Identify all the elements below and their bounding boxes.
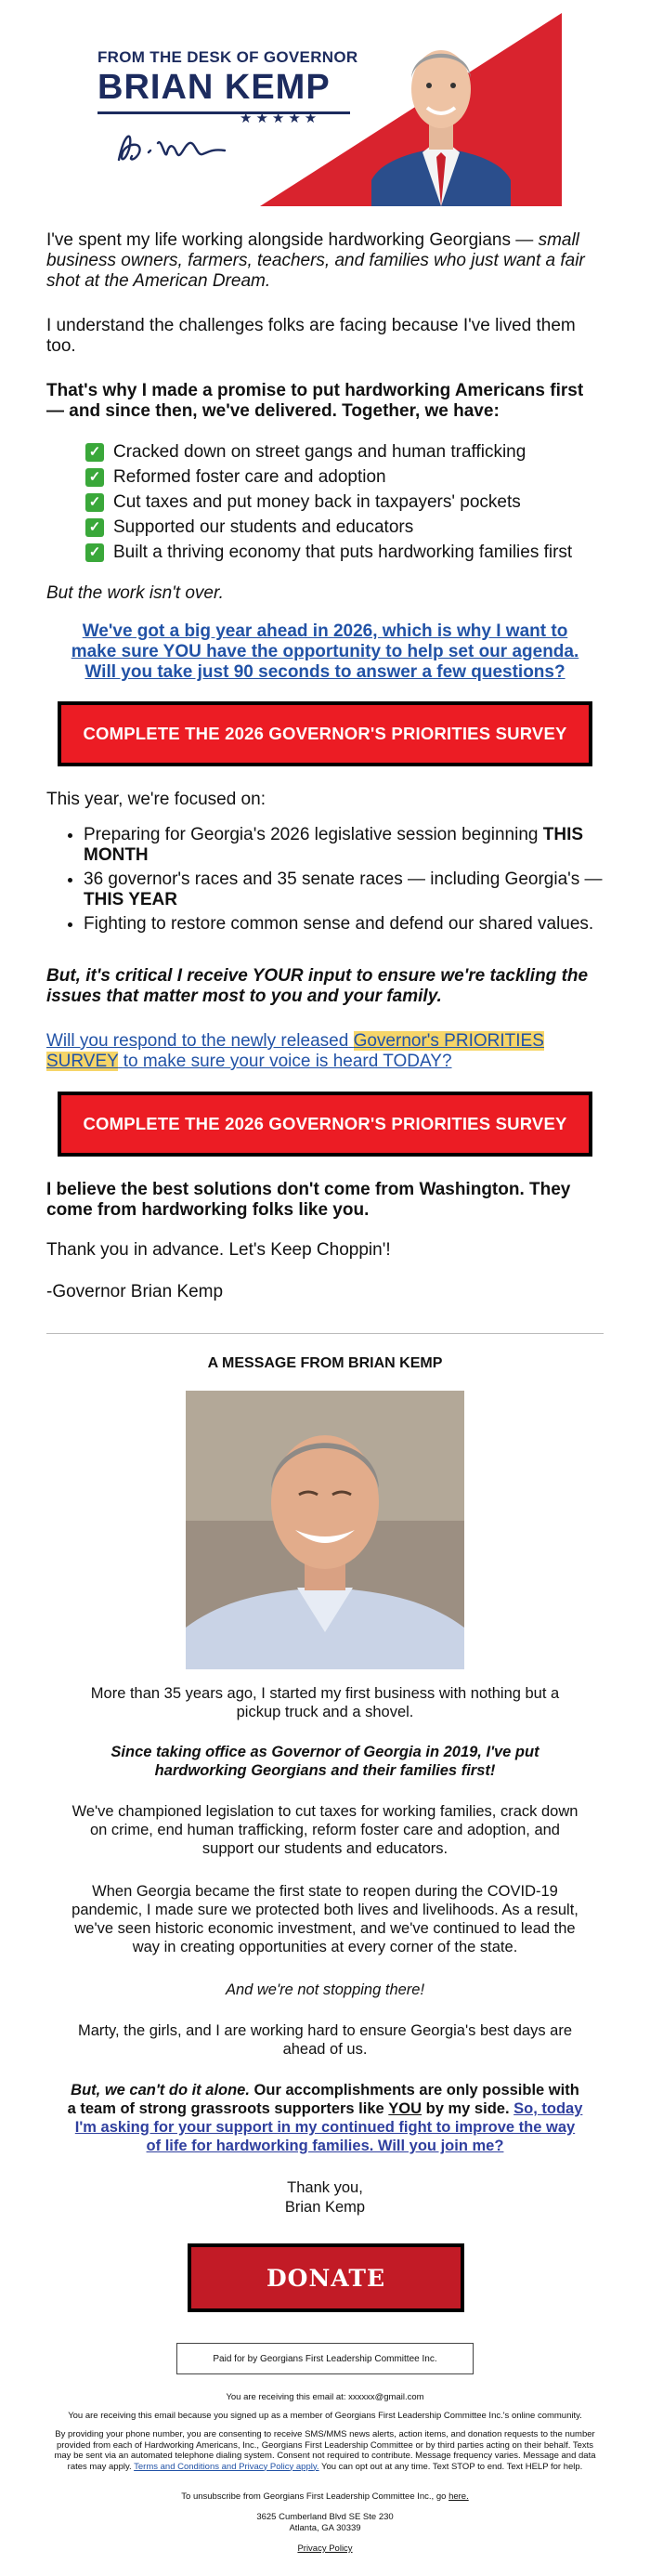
donate-button[interactable]: DONATE <box>188 2243 464 2312</box>
message-p1: More than 35 years ago, I started my first business with nothing but a pickup truck and a shovel. <box>90 1685 560 1720</box>
list-item: ✓ Built a thriving economy that puts hardworking families first <box>85 540 624 565</box>
critical-input-text: But, it's critical I receive YOUR input to ensure we're tackling the issues that matter most to you and your family. <box>46 966 589 1006</box>
footer-signup-line: You are receiving this email because you signed up as a member of Georgians First Leadership Committee Inc.'s online community. <box>68 2411 582 2421</box>
survey-link-2[interactable] <box>46 1031 604 1072</box>
list-item: ✓ Supported our students and educators <box>85 515 624 540</box>
intro-paragraph-1 <box>46 230 604 292</box>
survey-link-2-highlight[interactable]: Governor's PRIORITIES SURVEY <box>46 1031 544 1071</box>
intro-lead-text: I've spent my life working alongside hardworking Georgians — <box>46 230 534 250</box>
focus-intro-text: This year, we're focused on: <box>46 790 266 809</box>
footer-email-line: You are receiving this email at: xxxxxx@gmail.com <box>226 2392 424 2402</box>
governor-portrait-image <box>371 22 511 206</box>
message-p2: Since taking office as Governor of Georgia in 2019, I've put hardworking Georgians and their families first! <box>110 1744 540 1779</box>
check-icon: ✓ <box>85 468 104 487</box>
sms-disclaimer-text: By providing your phone number, you are consenting to receive SMS/MMS news alerts, action items, and donation requests to the number provided from each of Hardworking Americans, Inc., Georgians First Leadership Committee or by third parties acting on their behalf. Texts may be sent via an automated telephone dialing system. Consent not required to contribute. Message frequency varies. Message and data rates may apply. <box>54 2429 596 2472</box>
header-banner <box>93 13 562 206</box>
check-icon: ✓ <box>85 543 104 562</box>
signature-graphic <box>111 124 232 171</box>
list-item: ✓ Reformed foster care and adoption <box>85 464 624 490</box>
intro-paragraph-3: That's why I made a promise to put hardworking Americans first — and since then, we've delivered. Together, we have: <box>46 381 584 421</box>
check-icon: ✓ <box>85 493 104 512</box>
survey-link-2-before[interactable]: Will you respond to the newly released <box>46 1031 349 1051</box>
footer-unsubscribe <box>50 2491 600 2503</box>
footer-sms-disclaimer <box>50 2429 600 2472</box>
message-name: Brian Kemp <box>284 2199 366 2216</box>
thanks-text: Thank you in advance. Let's Keep Choppin'! <box>46 1240 391 1260</box>
message-p7-bold-a: Our accomplishments are only possible with a team of strong grassroots supporters like <box>67 2082 579 2117</box>
message-p7-bold-italic: But, we can't do it alone. <box>71 2082 250 2099</box>
header-from-line: FROM THE DESK OF GOVERNOR <box>98 48 358 66</box>
message-p7-bold-b: by my side. <box>425 2100 510 2117</box>
unsubscribe-link[interactable]: here. <box>448 2491 469 2502</box>
list-item: • 36 governor's races and 35 senate races — including Georgia's — THIS YEAR <box>84 870 613 910</box>
survey-cta-button-2[interactable]: COMPLETE THE 2026 GOVERNOR'S PRIORITIES SURVEY <box>58 1092 592 1157</box>
intro-paragraph-2: I understand the challenges folks are facing because I've lived them too. <box>46 316 576 356</box>
message-p5: And we're not stopping there! <box>225 1981 425 1998</box>
footer-address-1: 3625 Cumberland Blvd SE Ste 230 <box>256 2512 394 2522</box>
opt-out-text: You can opt out at any time. Text STOP to end. Text HELP for help. <box>321 2461 583 2472</box>
message-p7 <box>67 2081 583 2155</box>
focus-list <box>65 825 613 938</box>
terms-link[interactable]: Terms and Conditions and Privacy Policy apply. <box>134 2461 319 2472</box>
survey-cta-button-1[interactable]: COMPLETE THE 2026 GOVERNOR'S PRIORITIES SURVEY <box>58 701 592 766</box>
privacy-policy-link[interactable]: Privacy Policy <box>297 2543 353 2554</box>
list-item: ✓ Cut taxes and put money back in taxpayers' pockets <box>85 490 624 515</box>
message-p3: We've championed legislation to cut taxes for working families, crack down on crime, end human trafficking, reform foster care and adoption, and support our students and educators. <box>72 1803 578 1857</box>
unsubscribe-text: To unsubscribe from Georgians First Leadership Committee Inc., go <box>181 2491 447 2502</box>
header-stars: ★★★★★ <box>240 111 321 126</box>
section-divider <box>46 1333 604 1334</box>
washington-text: I believe the best solutions don't come from Washington. They come from hardworking folks like you. <box>46 1180 571 1220</box>
check-icon: ✓ <box>85 443 104 462</box>
signoff-text: -Governor Brian Kemp <box>46 1282 224 1301</box>
footer-address-2: Atlanta, GA 30339 <box>289 2523 361 2533</box>
message-heading: A MESSAGE FROM BRIAN KEMP <box>207 1355 443 1371</box>
list-item: • Preparing for Georgia's 2026 legislative session beginning THIS MONTH <box>84 825 613 866</box>
survey-link-1-text[interactable]: We've got a big year ahead in 2026, which is why I want to make sure YOU have the opportunity to help set our agenda. Will you take just 90 seconds to answer a few questions? <box>71 621 579 682</box>
work-not-over-text: But the work isn't over. <box>46 583 224 603</box>
list-item: ✓ Cracked down on street gangs and human trafficking <box>85 439 624 464</box>
accomplishments-list <box>85 439 624 565</box>
message-p4: When Georgia became the first state to reopen during the COVID-19 pandemic, I made sure we protected both lives and livelihoods. As a result, we've seen historic economic investment, and we've continued to lead the way in creating opportunities at every corner of the state. <box>72 1883 578 1955</box>
message-thank-you: Thank you, <box>287 2179 363 2196</box>
brian-kemp-photo <box>186 1391 464 1669</box>
paid-for-box: Paid for by Georgians First Leadership Committee Inc. <box>176 2343 474 2374</box>
survey-link-2-after[interactable]: to make sure your voice is heard TODAY? <box>123 1052 452 1071</box>
support-link[interactable]: So, today I'm asking for your support in my continued fight to improve the way of life for hardworking families. Will you join me? <box>74 2100 583 2154</box>
intro-italic-text: small business owners, farmers, teachers, and families who just want a fair shot at the American Dream. <box>46 230 585 291</box>
list-item: • Fighting to restore common sense and defend our shared values. <box>84 914 613 935</box>
header-name: BRIAN KEMP <box>98 68 331 107</box>
message-p6: Marty, the girls, and I are working hard to ensure Georgia's best days are ahead of us. <box>77 2022 573 2058</box>
survey-link-1[interactable] <box>63 621 587 683</box>
footer-privacy <box>50 2543 600 2555</box>
message-p7-you: YOU <box>388 2100 422 2117</box>
check-icon: ✓ <box>85 518 104 537</box>
